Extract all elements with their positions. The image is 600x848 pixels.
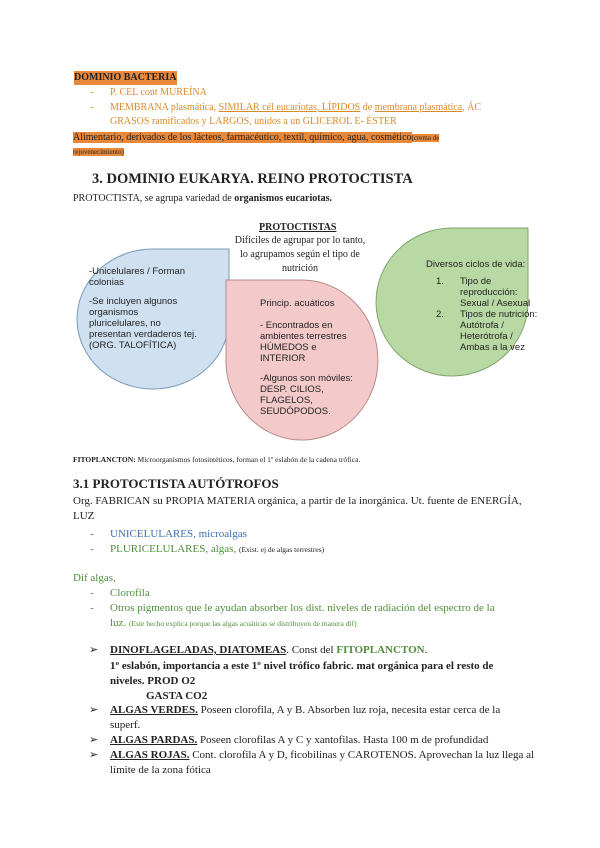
text-run-small: (Exist. ej de algas terrestres) <box>238 545 325 554</box>
text-line: Princip. acuáticos <box>260 298 335 309</box>
algas-pardas-item <box>110 733 488 747</box>
text-run-bold: organismos eucariotas. <box>234 193 332 204</box>
text-run: . Const del <box>286 644 337 656</box>
bullet-dash: - <box>90 602 94 614</box>
section-3-intro <box>73 192 332 206</box>
text-run-underlined: SIMILAR cél eucariotas, LÍPIDOS <box>218 102 361 113</box>
green-item-1-num: 1. <box>436 276 444 287</box>
text-line: ambientes terrestres <box>260 331 347 342</box>
text-line: -Se incluyen algunos <box>89 296 178 307</box>
text-run-underlined: membrana plasmática <box>374 102 463 113</box>
text-run-underlined: ALGAS PARDAS. <box>110 734 198 746</box>
text-run: PLURICELULARES, algas, <box>110 543 237 555</box>
text-line: Ambas a la vez <box>460 342 525 353</box>
arrow-bullet-icon: ➢ <box>89 643 99 656</box>
bullet-dash: - <box>90 587 94 599</box>
dinoflageladas-detail-1: 1º eslabón, importancia a este 1º nivel trófico fabric. mat orgánica para el resto de <box>110 660 494 672</box>
dinoflageladas-item <box>110 643 427 657</box>
text-line: SEUDÓPODOS. <box>260 406 331 417</box>
text-line: FLAGELOS, <box>260 395 313 406</box>
unicelulares-item: UNICELULARES, microalgas <box>110 528 247 540</box>
section-31-line-1: Org. FABRICAN su PROPIA MATERIA orgánica, a partir de la inorgánica. Ut. fuente de ENERGÍA, <box>73 495 522 507</box>
text-run: Cont. clorofila A y D, ficobilinas y CAROTENOS. Aprovechan la luz llega al <box>189 749 535 761</box>
bullet-dash: - <box>90 87 94 98</box>
text-line: (ORG. TALOFÍTICA) <box>89 340 177 351</box>
text-line: - Encontrados en <box>260 320 333 331</box>
bullet-dash: - <box>90 543 94 555</box>
text-run: . <box>424 644 428 656</box>
spacer <box>260 364 353 373</box>
text-run-small: (Este hecho explica porque las algas acuáticas se distribuyen de manera dif) <box>128 619 357 628</box>
algas-rojas-cont: límite de la zona fótica <box>110 764 211 776</box>
arrow-bullet-icon: ➢ <box>89 703 99 716</box>
text-line: colonias <box>89 277 124 288</box>
text-line: organismos <box>89 307 139 318</box>
text-line: -Algunos son móviles: <box>260 373 353 384</box>
fitoplancton-note <box>73 455 360 464</box>
text-line: lo agrupamos según el tipo de <box>240 249 360 260</box>
otros-pigmentos-cont <box>110 616 357 631</box>
text-run-underlined: DINOFLAGELADAS, DIATOMEAS <box>110 644 287 656</box>
text-line: nutrición <box>281 263 319 274</box>
text-line: presentan verdaderos tej. <box>89 329 197 340</box>
blue-blob-text <box>89 266 197 351</box>
text-run: Microorganismos fotosintéticos, forman el 1º eslabón de la cadena trófica. <box>135 455 361 464</box>
text-line: Tipo de <box>460 276 492 287</box>
bacteria-item-1: P. CEL cont MUREÍNA <box>110 87 207 98</box>
green-item-2 <box>460 309 537 353</box>
text-run-underlined: ALGAS ROJAS. <box>110 749 190 761</box>
pluricelulares-item <box>110 542 324 557</box>
bacteria-heading: DOMINIO BACTERIA <box>74 72 177 83</box>
text-line: -Unicelulares / Forman <box>89 266 186 277</box>
text-run: MEMBRANA plasmática, <box>110 102 219 113</box>
text-line: reproducción: <box>460 287 518 298</box>
text-line: Tipos de nutrición: <box>460 309 538 320</box>
text-run: PROTOCTISTA, se agrupa variedad de <box>73 193 235 204</box>
bullet-dash: - <box>90 102 94 113</box>
section-31-title: 3.1 PROTOCTISTA AUTÓTROFOS <box>73 476 279 491</box>
clorofila-item: Clorofila <box>110 587 150 599</box>
text-line: HÚMEDOS e <box>260 342 317 353</box>
text-run: Poseen clorofilas A y C y xantofilas. Hasta 100 m de profundidad <box>197 734 489 746</box>
otros-pigmentos-item: Otros pigmentos que le ayudan absorber los dist. niveles de radiación del espectro de la <box>110 602 495 614</box>
text-line: Heterótrofa / <box>460 331 513 342</box>
pink-blob-text <box>260 298 353 417</box>
green-item-1 <box>460 276 530 309</box>
green-item-2-num: 2. <box>436 309 444 320</box>
text-run-bold: FITOPLANCTON <box>336 644 425 656</box>
text-line: Sexual / Asexual <box>460 298 531 309</box>
text-line: DESP. CILIOS, <box>260 384 324 395</box>
dinoflageladas-detail-2: niveles. PROD O2 <box>110 675 196 687</box>
text-line: Difíciles de agrupar por lo tanto, <box>234 235 366 246</box>
spacer <box>260 309 353 320</box>
text-line: INTERIOR <box>260 353 306 364</box>
text-run-underlined: ALGAS VERDES. <box>110 704 198 716</box>
bacteria-item-2-cont: GRASOS ramificados y LARGOS, unidos a un GLICEROL E- ÉSTER <box>110 116 397 127</box>
bacteria-uses <box>73 131 525 145</box>
text-run: de <box>360 102 375 113</box>
text-run-small: (crema de <box>411 134 440 142</box>
algas-verdes-cont: superf. <box>110 719 141 731</box>
text-line: pluricelulares, no <box>89 318 161 329</box>
text-run-bold: FITOPLANCTON: <box>73 455 136 464</box>
text-run: luz. <box>110 617 127 629</box>
text-run: Poseen clorofila, A y B. Absorben luz roja, necesita estar cerca de la <box>197 704 501 716</box>
arrow-bullet-icon: ➢ <box>89 748 99 761</box>
algas-verdes-item <box>110 703 500 717</box>
bacteria-uses-cont: rejuvenecimiento) <box>73 148 124 156</box>
diagram-title: PROTOCTISTAS <box>259 222 337 233</box>
diagram-subtitle <box>215 234 385 276</box>
text-run: Alimentario, derivados de los lácteos, farmacéutico, textil, químico, agua, cosmético <box>73 132 412 143</box>
text-line: Autótrofa / <box>460 320 504 331</box>
bacteria-item-2 <box>110 101 481 115</box>
algas-rojas-item <box>110 748 534 762</box>
green-blob-title: Diversos ciclos de vida: <box>426 259 526 270</box>
dif-algas: Dif algas, <box>73 572 116 584</box>
dinoflageladas-detail-3: GASTA CO2 <box>146 690 208 702</box>
section-3-title: 3. DOMINIO EUKARYA. REINO PROTOCTISTA <box>92 171 413 187</box>
text-run: , ÁC <box>462 102 482 113</box>
arrow-bullet-icon: ➢ <box>89 733 99 746</box>
bullet-dash: - <box>90 528 94 540</box>
section-31-line-2: LUZ <box>73 510 95 522</box>
spacer <box>89 288 197 296</box>
